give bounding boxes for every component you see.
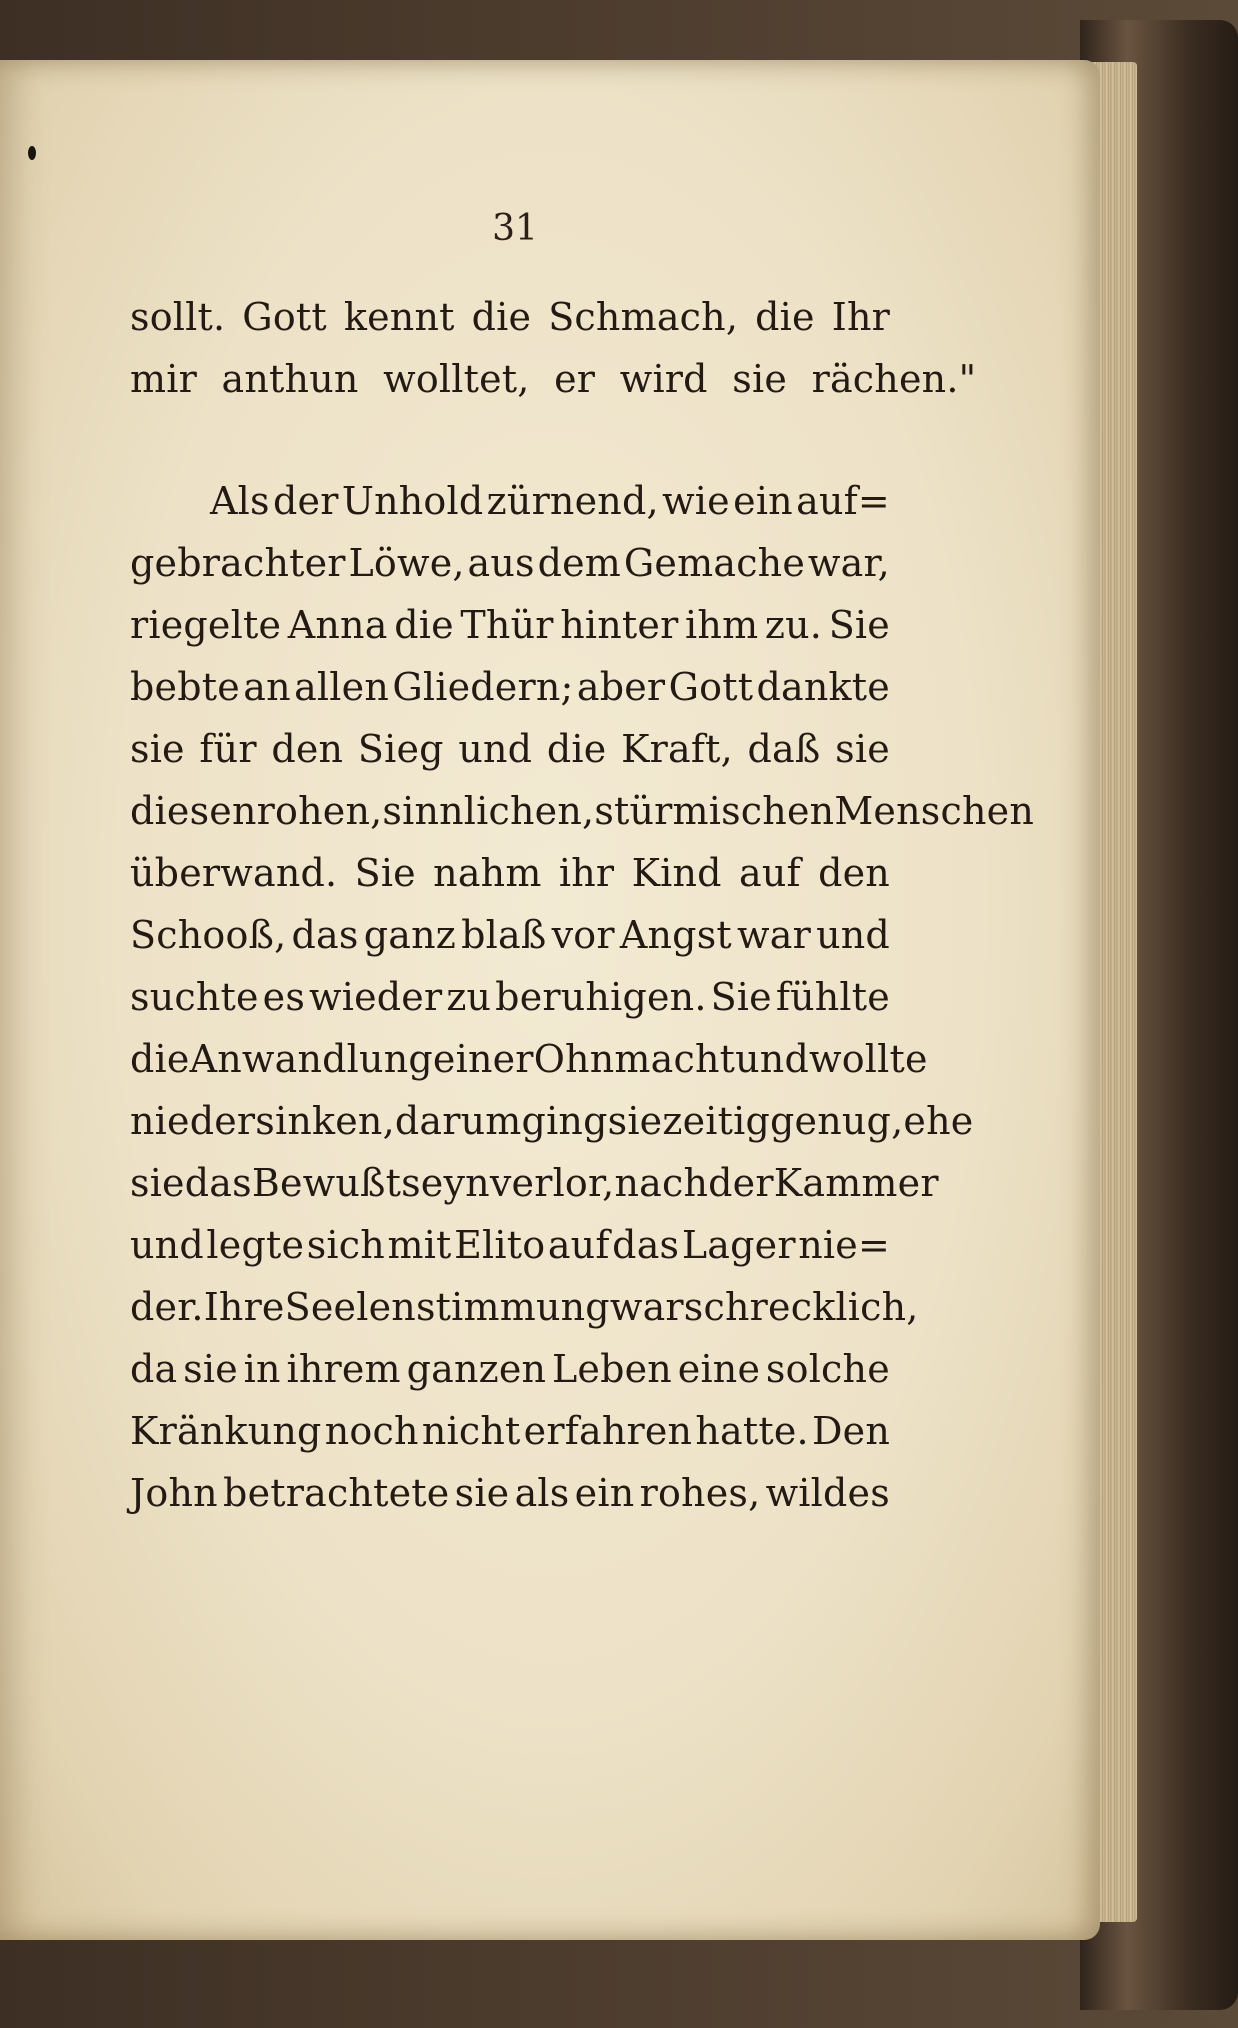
word: nahm xyxy=(433,851,542,895)
word: vor xyxy=(551,913,615,957)
word: Gott xyxy=(668,665,754,709)
text-line xyxy=(130,966,890,1028)
word: bebte xyxy=(130,665,240,709)
word: anthun xyxy=(221,357,359,401)
word: sie xyxy=(183,1347,238,1391)
word: zu. xyxy=(764,603,823,647)
word: rächen." xyxy=(811,357,977,401)
word: die xyxy=(130,1037,190,1081)
word: wildes xyxy=(765,1471,890,1515)
word: war, xyxy=(807,541,890,585)
word: der. xyxy=(130,1285,204,1329)
word: dem xyxy=(537,541,622,585)
word: an xyxy=(243,665,291,709)
word: John xyxy=(130,1471,218,1515)
word: Ihre xyxy=(203,1285,285,1329)
word: genug, xyxy=(770,1099,904,1143)
word: zu xyxy=(446,975,492,1019)
text-line xyxy=(130,904,890,966)
word: blaß xyxy=(461,913,547,957)
text-line xyxy=(130,532,890,594)
word: den xyxy=(271,727,344,771)
word: gebrachter xyxy=(130,541,346,585)
paragraph xyxy=(130,470,1035,1524)
text-line xyxy=(130,1090,974,1152)
word: wolltet, xyxy=(383,357,530,401)
word: ihrem xyxy=(286,1347,401,1391)
word: und xyxy=(458,727,533,771)
word: nach xyxy=(614,1161,709,1205)
word: suchte xyxy=(130,975,259,1019)
word: Als xyxy=(210,479,270,523)
word: das xyxy=(612,1223,680,1267)
word: Ohnmacht xyxy=(533,1037,736,1081)
word: der xyxy=(708,1161,774,1205)
word: für xyxy=(199,727,257,771)
word: mir xyxy=(130,357,197,401)
word: der xyxy=(272,479,339,523)
word: ganzen xyxy=(406,1347,547,1391)
word: auf= xyxy=(796,479,890,523)
word: wie xyxy=(662,479,730,523)
word: den xyxy=(818,851,890,895)
word: daß xyxy=(747,727,821,771)
text-line xyxy=(130,1152,939,1214)
word: und xyxy=(735,1037,809,1081)
word: Schmach, xyxy=(548,295,739,339)
word: die xyxy=(394,603,454,647)
word: ein xyxy=(733,479,793,523)
page-text xyxy=(130,286,1035,1524)
text-line xyxy=(130,1338,890,1400)
word: aber xyxy=(576,665,666,709)
word: Lager xyxy=(681,1223,796,1267)
word: das xyxy=(291,913,359,957)
word: Löwe, xyxy=(348,541,465,585)
text-line xyxy=(130,348,977,410)
word: sie xyxy=(607,1099,663,1143)
word: mit xyxy=(387,1223,452,1267)
word: Ihr xyxy=(831,295,890,339)
word: Sieg xyxy=(357,727,444,771)
word: sie xyxy=(732,357,788,401)
word: allen xyxy=(294,665,389,709)
word: ihm xyxy=(685,603,759,647)
word: erfahren xyxy=(523,1409,693,1453)
word: Kraft, xyxy=(621,727,733,771)
word: nicht xyxy=(421,1409,521,1453)
word: wird xyxy=(619,357,708,401)
word: sich xyxy=(306,1223,385,1267)
word: nie= xyxy=(798,1223,890,1267)
word: überwand. xyxy=(130,851,338,895)
word: legte xyxy=(206,1223,305,1267)
word: diesen xyxy=(130,789,257,833)
text-line xyxy=(130,286,890,348)
word: noch xyxy=(324,1409,419,1453)
word: ihr xyxy=(558,851,615,895)
word: ging xyxy=(521,1099,608,1143)
word: beruhigen. xyxy=(495,975,707,1019)
word: das xyxy=(184,1161,252,1205)
text-line xyxy=(130,594,890,656)
word: Elito xyxy=(454,1223,546,1267)
word: die xyxy=(546,727,607,771)
word: ein xyxy=(574,1471,635,1515)
word: sinnlichen, xyxy=(382,789,595,833)
word: sie xyxy=(835,727,890,771)
word: Sie xyxy=(828,603,890,647)
word: die xyxy=(471,295,532,339)
word: Anwandlung xyxy=(189,1037,433,1081)
text-line xyxy=(130,470,890,532)
word: einer xyxy=(432,1037,534,1081)
word: als xyxy=(514,1471,570,1515)
ink-speck xyxy=(28,146,36,160)
word: riegelte xyxy=(130,603,282,647)
word: darum xyxy=(394,1099,522,1143)
word: Kammer xyxy=(773,1161,939,1205)
word: fühlte xyxy=(775,975,890,1019)
word: Gliedern; xyxy=(392,665,574,709)
word: in xyxy=(243,1347,281,1391)
word: hinter xyxy=(560,603,679,647)
word: rohen, xyxy=(256,789,383,833)
word: Bewußtseyn xyxy=(251,1161,490,1205)
word: Anna xyxy=(287,603,388,647)
word: Gott xyxy=(242,295,327,339)
word: Leben xyxy=(551,1347,672,1391)
word: sollt. xyxy=(130,295,226,339)
word: Seelenstimmung xyxy=(284,1285,610,1329)
word: zürnend, xyxy=(486,479,659,523)
word: verlor, xyxy=(489,1161,615,1205)
word: es xyxy=(262,975,306,1019)
word: Sie xyxy=(354,851,416,895)
paragraph xyxy=(130,286,977,410)
word: war xyxy=(737,913,811,957)
word: wieder xyxy=(309,975,443,1019)
word: niedersinken, xyxy=(130,1099,395,1143)
word: sie xyxy=(454,1471,510,1515)
word: wollte xyxy=(808,1037,928,1081)
word: und xyxy=(130,1223,204,1267)
word: Den xyxy=(811,1409,890,1453)
word: solche xyxy=(765,1347,890,1391)
word: er xyxy=(554,357,596,401)
text-line xyxy=(130,842,890,904)
word: ganz xyxy=(363,913,457,957)
word: stürmischen xyxy=(594,789,835,833)
word: rohes, xyxy=(639,1471,761,1515)
page-number: 31 xyxy=(492,208,538,249)
text-line xyxy=(130,718,890,780)
word: Gemache xyxy=(623,541,806,585)
text-line xyxy=(130,780,1035,842)
word: da xyxy=(130,1347,178,1391)
book-page xyxy=(0,60,1100,1940)
word: auf xyxy=(739,851,801,895)
word: ehe xyxy=(903,1099,974,1143)
word: kennt xyxy=(343,295,455,339)
word: Angst xyxy=(619,913,732,957)
word: hatte. xyxy=(695,1409,809,1453)
word: war xyxy=(609,1285,684,1329)
word: betrachtete xyxy=(223,1471,450,1515)
word: Unhold xyxy=(341,479,484,523)
text-line xyxy=(130,656,890,718)
text-line xyxy=(130,1214,890,1276)
word: und xyxy=(816,913,890,957)
word: Kränkung xyxy=(130,1409,322,1453)
word: Thür xyxy=(460,603,554,647)
word: eine xyxy=(677,1347,761,1391)
word: dankte xyxy=(756,665,890,709)
word: die xyxy=(755,295,815,339)
text-line xyxy=(130,1400,890,1462)
word: aus xyxy=(467,541,535,585)
text-line xyxy=(130,1462,890,1524)
word: Menschen xyxy=(834,789,1035,833)
word: sie xyxy=(130,1161,185,1205)
word: Sie xyxy=(710,975,772,1019)
word: zeitig xyxy=(662,1099,770,1143)
word: Kind xyxy=(631,851,722,895)
text-line xyxy=(130,1276,919,1338)
text-line xyxy=(130,1028,928,1090)
word: Schooß, xyxy=(130,913,287,957)
word: sie xyxy=(130,727,185,771)
word: schrecklich, xyxy=(683,1285,919,1329)
word: auf xyxy=(547,1223,610,1267)
